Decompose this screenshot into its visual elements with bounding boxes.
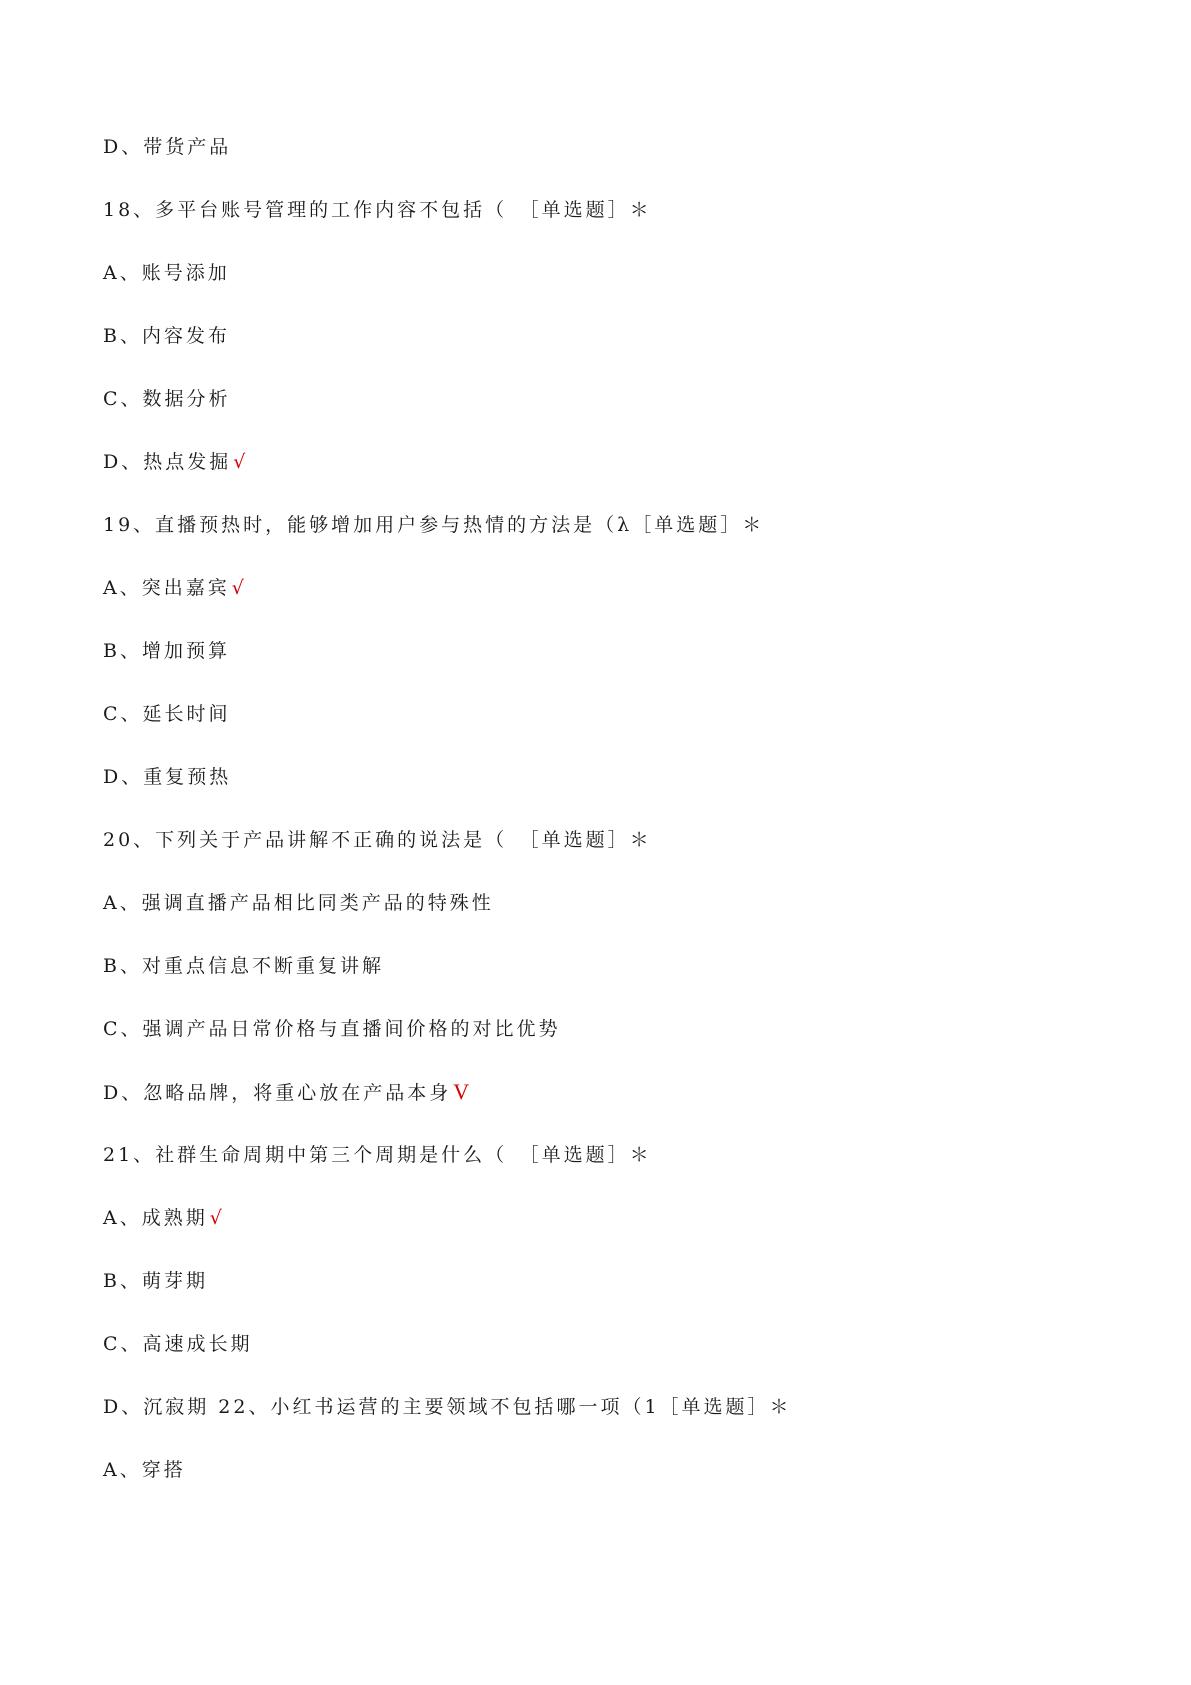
- option-17-d: [103, 135, 231, 159]
- line-text: C、延长时间: [103, 703, 231, 725]
- line-text: A、账号添加: [103, 262, 230, 284]
- line-text: C、强调产品日常价格与直播间价格的对比优势: [103, 1018, 561, 1040]
- correct-answer-check-icon: √: [209, 1207, 225, 1229]
- line-text: B、对重点信息不断重复讲解: [103, 955, 384, 977]
- line-text: C、数据分析: [103, 388, 231, 410]
- option-18-a: [103, 261, 230, 285]
- question-20: [103, 828, 652, 852]
- line-text: D、热点发掘: [103, 451, 232, 473]
- line-text: C、高速成长期: [103, 1333, 253, 1355]
- line-text: D、忽略品牌，将重心放在产品本身: [103, 1082, 452, 1104]
- option-18-b: [103, 324, 230, 348]
- option-21-a: [103, 1206, 225, 1230]
- option-20-d: [103, 1080, 469, 1105]
- line-text: D、沉寂期 22、小红书运营的主要领域不包括哪一项（1［单选题］＊: [103, 1396, 792, 1418]
- option-19-c: [103, 702, 231, 726]
- correct-answer-v-icon: V: [453, 1079, 470, 1104]
- line-text: A、穿搭: [103, 1459, 186, 1481]
- line-text: B、增加预算: [103, 640, 230, 662]
- correct-answer-check-icon: √: [233, 451, 249, 473]
- option-20-c: [103, 1017, 561, 1041]
- question-18: [103, 198, 652, 222]
- question-21: [103, 1143, 652, 1167]
- line-text: B、萌芽期: [103, 1270, 208, 1292]
- option-21-d-question-22: [103, 1395, 792, 1419]
- option-20-b: [103, 954, 384, 978]
- line-text: A、突出嘉宾: [103, 577, 230, 599]
- option-21-b: [103, 1269, 208, 1293]
- line-text: 18、多平台账号管理的工作内容不包括（ ［单选题］＊: [103, 199, 652, 221]
- option-20-a: [103, 891, 494, 915]
- option-18-d: [103, 450, 248, 474]
- line-text: D、带货产品: [103, 136, 232, 158]
- option-21-c: [103, 1332, 253, 1356]
- line-text: 19、直播预热时，能够增加用户参与热情的方法是（λ［单选题］＊: [103, 514, 765, 536]
- line-text: A、强调直播产品相比同类产品的特殊性: [103, 892, 494, 914]
- option-19-b: [103, 639, 230, 663]
- option-19-d: [103, 765, 231, 789]
- option-19-a: [103, 576, 247, 600]
- option-22-a: [103, 1458, 186, 1482]
- correct-answer-check-icon: √: [231, 577, 247, 599]
- line-text: B、内容发布: [103, 325, 230, 347]
- line-text: A、成熟期: [103, 1207, 208, 1229]
- line-text: 20、下列关于产品讲解不正确的说法是（ ［单选题］＊: [103, 829, 652, 851]
- line-text: 21、社群生命周期中第三个周期是什么（ ［单选题］＊: [103, 1144, 652, 1166]
- question-19: [103, 513, 764, 537]
- line-text: D、重复预热: [103, 766, 232, 788]
- option-18-c: [103, 387, 231, 411]
